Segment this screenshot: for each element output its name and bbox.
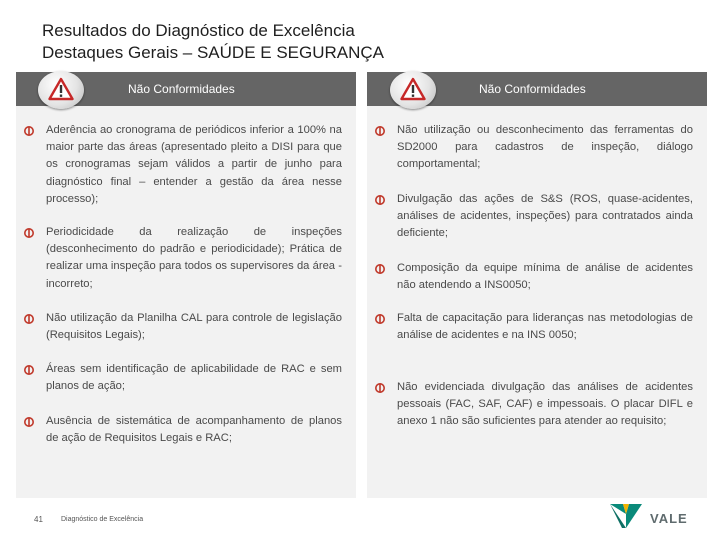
- logo-wordmark: VALE: [650, 511, 688, 526]
- title-line-2: Destaques Gerais – SAÚDE E SEGURANÇA: [42, 43, 385, 62]
- list-item-text: Falta de capacitação para lideranças nas metodologias de análise de acidentes e na INS 0050;: [397, 312, 693, 342]
- list-item-text: Ausência de sistemática de acompanhamento de planos de ação de Requisitos Legais e RAC;: [46, 415, 342, 445]
- no-entry-bullet-icon: [375, 195, 385, 205]
- no-entry-bullet-icon: [24, 417, 34, 427]
- list-item-text: Aderência ao cronograma de periódicos inferior a 100% na maior parte das áreas (apresentado pleito a DISI para que os cronogramas sejam válidos a partir de junho para diagnóstico final – entender a gestão da área nesse processo);: [46, 124, 342, 205]
- list-item-text: Composição da equipe mínima de análise de acidentes não atendendo a INS0050;: [397, 262, 693, 292]
- list-item-text: Não utilização da Planilha CAL para controle de legislação (Requisitos Legais);: [46, 312, 342, 342]
- page-number: 41: [34, 515, 43, 524]
- list-item-text: Não evidenciada divulgação das análises de acidentes pessoais (FAC, SAF, CAF) e impessoais. O placar DIFL e anexo 1 não são suficientes para atender ao requisito;: [397, 381, 693, 428]
- no-entry-bullet-icon: [24, 126, 34, 136]
- right-panel: [367, 72, 707, 498]
- left-panel: [16, 72, 356, 498]
- list-item-text: Divulgação das ações de S&S (ROS, quase-acidentes, análises de acidentes, inspeções) para contratados ainda deficiente;: [397, 193, 693, 240]
- vale-logo-icon: [608, 500, 644, 530]
- no-entry-bullet-icon: [375, 126, 385, 136]
- title-line-1: Resultados do Diagnóstico de Excelência: [42, 21, 355, 40]
- no-entry-bullet-icon: [375, 383, 385, 393]
- vale-logo: [608, 500, 704, 532]
- no-entry-bullet-icon: [375, 314, 385, 324]
- list-item-text: Periodicidade da realização de inspeções (desconhecimento do padrão e periodicidade); Prática de realizar uma inspeção para todos os supervisores da área - incorreto;: [46, 226, 342, 290]
- right-panel-header-label: Não Conformidades: [479, 82, 586, 96]
- warning-triangle-icon: [38, 71, 84, 109]
- no-entry-bullet-icon: [24, 228, 34, 238]
- no-entry-bullet-icon: [24, 314, 34, 324]
- slide-title: [42, 20, 682, 64]
- footer-label: Diagnóstico de Excelência: [61, 516, 144, 523]
- no-entry-bullet-icon: [375, 264, 385, 274]
- list-item-text: Áreas sem identificação de aplicabilidade de RAC e sem planos de ação;: [46, 363, 342, 393]
- no-entry-bullet-icon: [24, 365, 34, 375]
- warning-triangle-icon: [390, 71, 436, 109]
- left-panel-header-label: Não Conformidades: [128, 82, 235, 96]
- list-item-text: Não utilização ou desconhecimento das ferramentas do SD2000 para cadastros de inspeção, diálogo comportamental;: [397, 124, 693, 171]
